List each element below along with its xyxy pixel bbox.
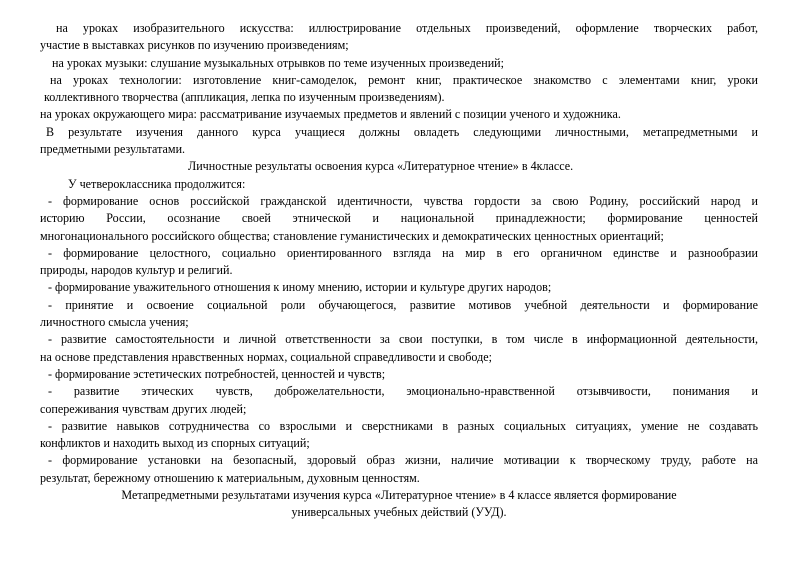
text-line: сопереживания чувствам других людей; <box>40 401 247 416</box>
text-line: предметными результатами. <box>40 142 186 157</box>
text-line: на уроках изобразительного искусства: иллюстрирование отдельных произведений, оформление творческих работ, <box>56 21 758 35</box>
text-line: В результате изучения данного курса учащиеся должны овладеть следующими личностными, метапредметными и <box>46 124 758 139</box>
text-line: конфликтов и находить выход из спорных ситуаций; <box>40 436 310 451</box>
list-item-line: - формирование уважительного отношения к иному мнению, истории и культуре других народов; <box>48 280 552 295</box>
list-item-line: - формирование эстетических потребностей, ценностей и чувств; <box>48 366 386 381</box>
list-item-line: - развитие самостоятельности и личной ответственности за свои поступки, в том числе в информационной деятельности, <box>48 332 758 347</box>
section-heading-personal-results: Личностные результаты освоения курса «Литературное чтение» в 4классе. <box>188 159 574 174</box>
document-page <box>40 20 758 522</box>
text-line: участие в выставках рисунков по изучению произведениям; <box>40 38 349 53</box>
list-item-line: - формирование целостного, социально ориентированного взгляда на мир в его органичном единстве и разнообразии <box>48 245 758 260</box>
text-line: результат, бережному отношению к материальным, духовным ценностям. <box>40 470 420 485</box>
text-line: на уроках музыки: слушание музыкальных отрывков по теме изученных произведений; <box>52 55 504 70</box>
text-line: У четвероклассника продолжится: <box>68 176 246 191</box>
text-line: личностного смысла учения; <box>40 315 189 330</box>
text-line: на уроках окружающего мира: рассматривание изучаемых предметов и явлений с позиции ученого и художника. <box>40 107 621 122</box>
list-item-line: - формирование основ российской гражданской идентичности, чувства гордости за свою Родину, российский народ и <box>48 193 758 208</box>
section-heading-meta-results-cont: универсальных учебных действий (УУД). <box>291 505 507 520</box>
text-line: природы, народов культур и религий. <box>40 263 233 278</box>
text-line: на уроках технологии: изготовление книг-самоделок, ремонт книг, практическое знакомство с элементами книг, уроки <box>50 72 758 87</box>
text-line: на основе представления нравственных нормах, социальной справедливости и свободе; <box>40 349 492 364</box>
text-line: многонационального российского общества; становление гуманистических и демократических ценностных ориентаций; <box>40 228 664 243</box>
section-heading-meta-results: Метапредметными результатами изучения курса «Литературное чтение» в 4 классе является формирование <box>121 488 677 503</box>
text-line: коллективного творчества (аппликация, лепка по изученным произведениям). <box>44 90 445 105</box>
list-item-line: - развитие навыков сотрудничества со взрослыми и сверстниками в разных социальных ситуациях, умение не создавать <box>48 418 758 433</box>
text-line: историю России, осознание своей этнической и национальной принадлежности; формирование ценностей <box>40 211 758 226</box>
list-item-line: - формирование установки на безопасный, здоровый образ жизни, наличие мотивации к творческому труду, работе на <box>48 453 758 468</box>
list-item-line: - развитие этических чувств, доброжелательности, эмоционально-нравственной отзывчивости, понимания и <box>48 384 758 399</box>
list-item-line: - принятие и освоение социальной роли обучающегося, развитие мотивов учебной деятельности и формирование <box>48 297 758 312</box>
